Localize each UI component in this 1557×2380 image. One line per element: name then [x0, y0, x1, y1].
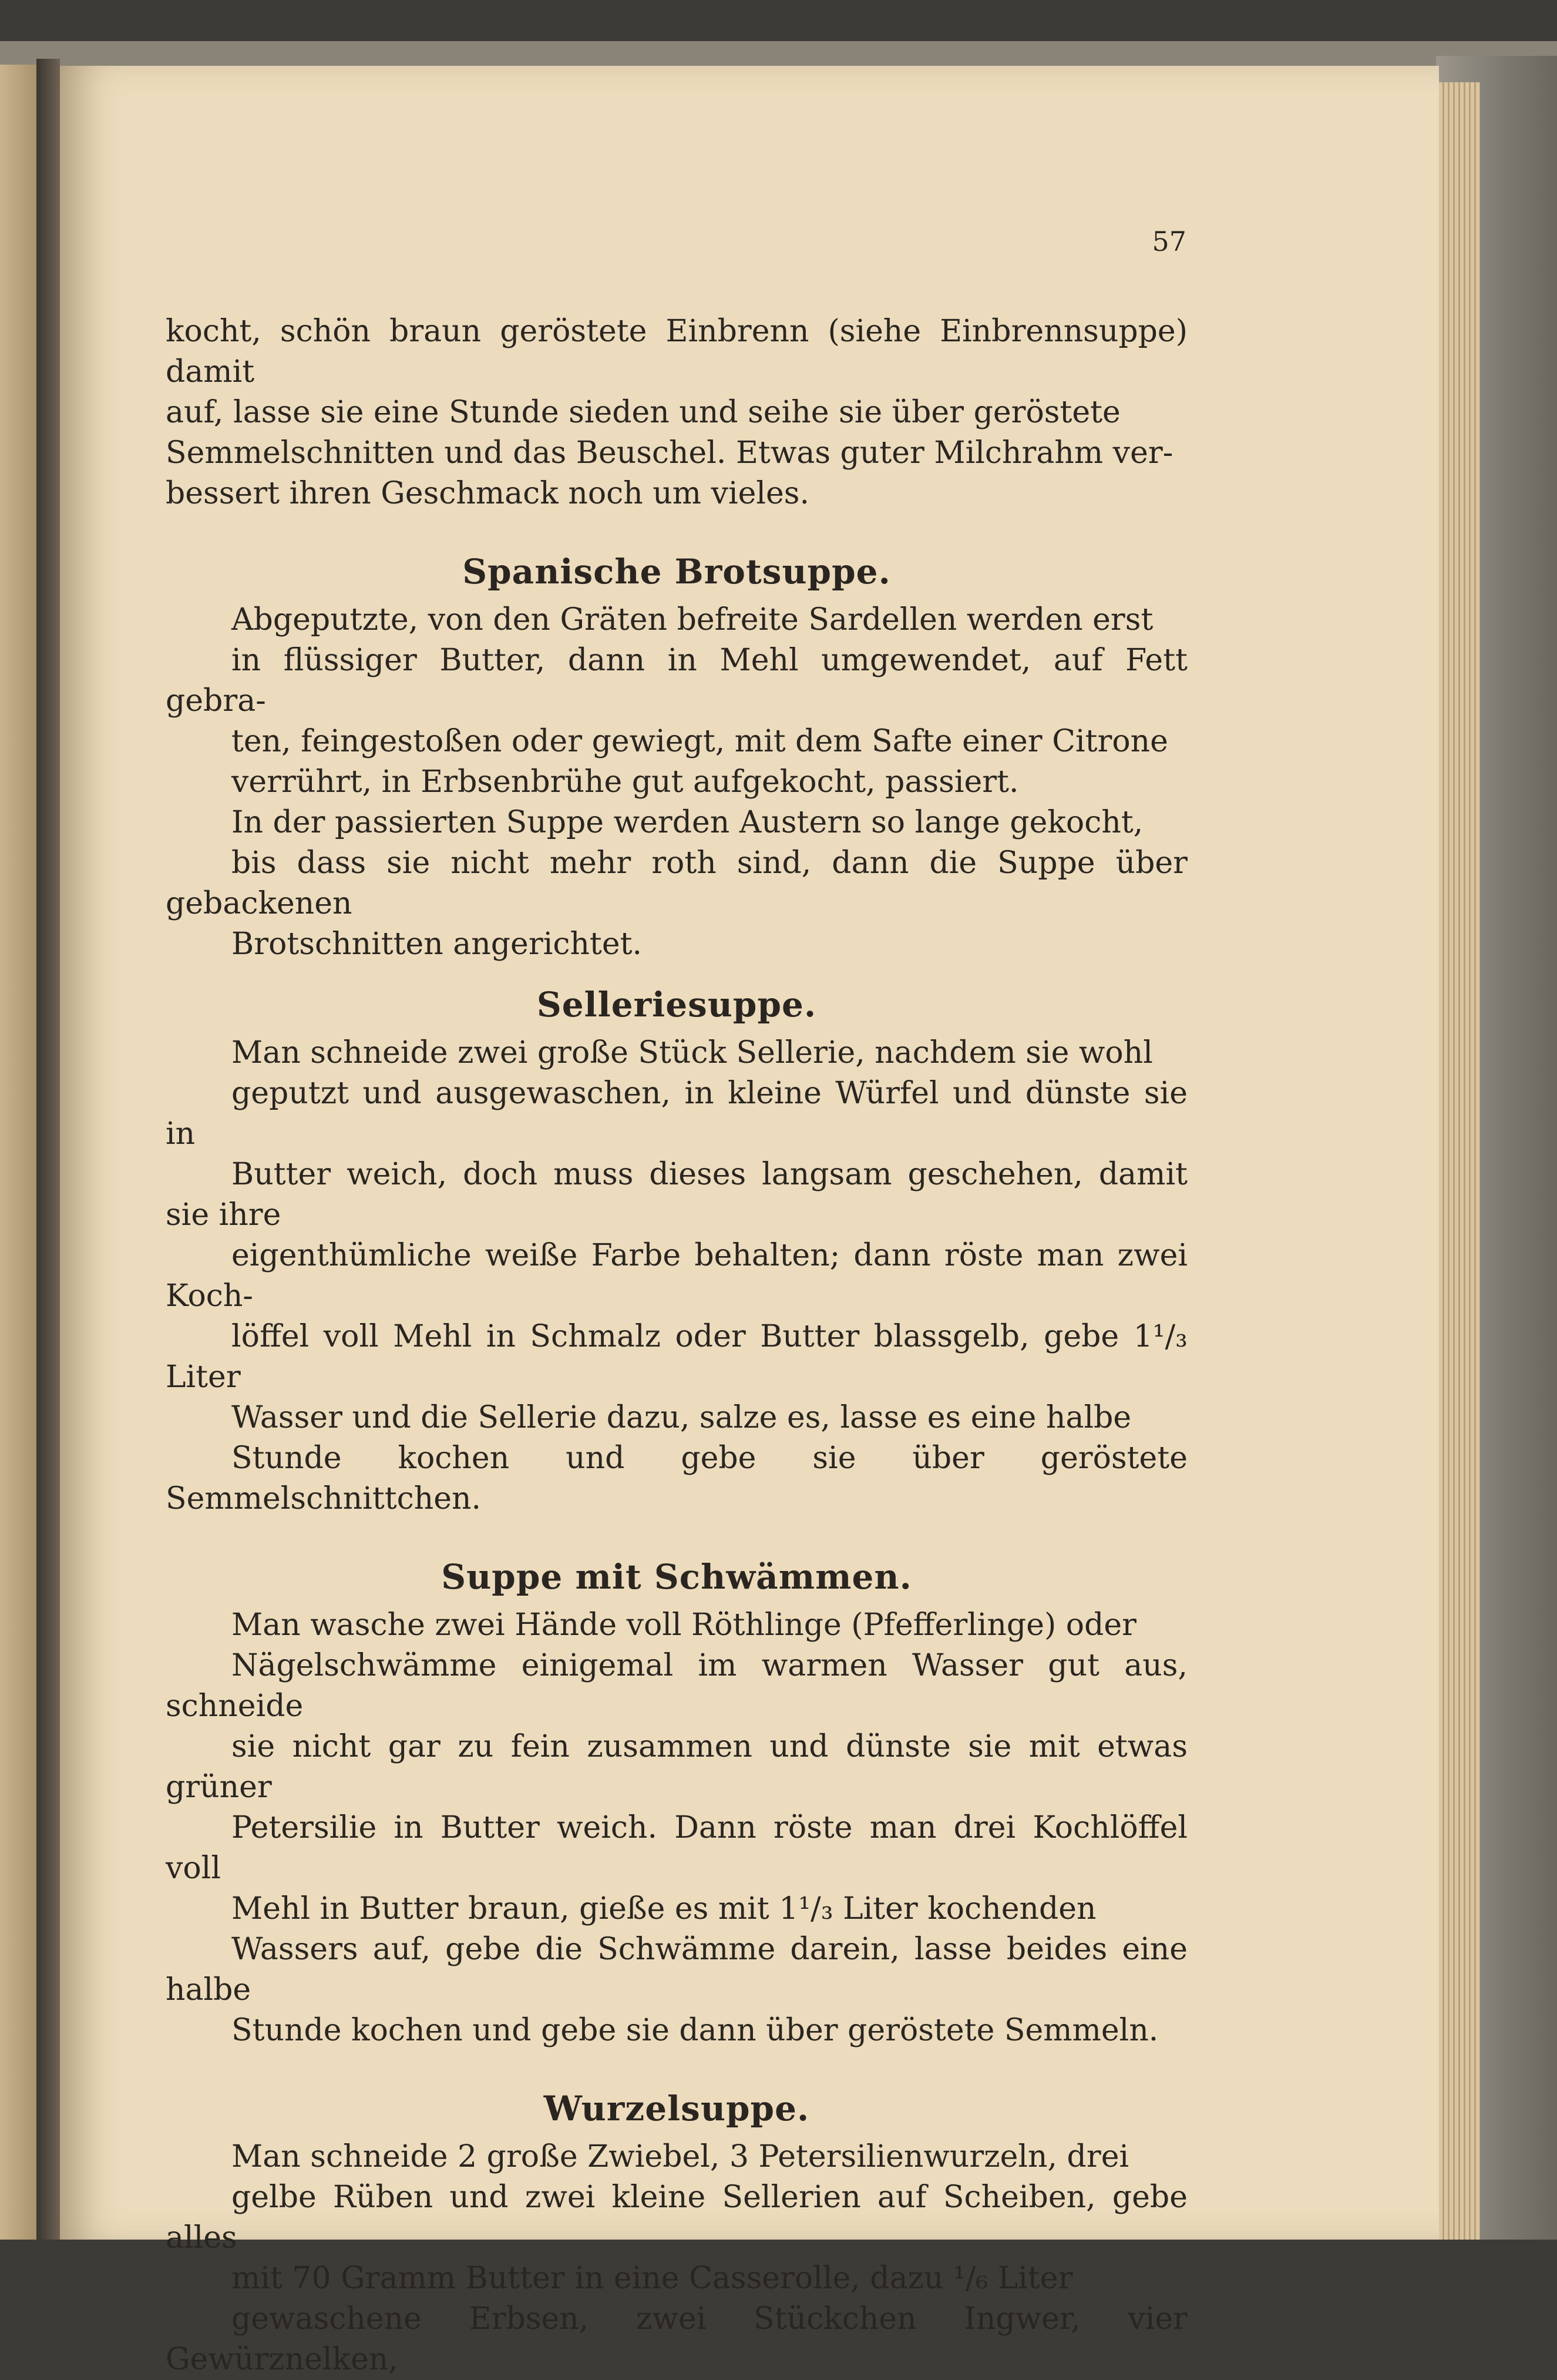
recipe-paragraph [166, 1033, 1188, 1519]
text-line: Nägelschwämme einigemal im warmen Wasser gut aus, schneide [166, 1648, 1188, 1724]
recipe-paragraph [166, 600, 1188, 803]
intro-paragraph [166, 311, 1188, 514]
text-line: Mehl in Butter braun, gieße es mit 1¹/₃ Liter kochenden [231, 1891, 1097, 1926]
text-line: gelbe Rüben und zwei kleine Sellerien auf Scheiben, gebe alles [166, 2180, 1188, 2255]
text-line: verrührt, in Erbsenbrühe gut aufgekocht, passiert. [231, 764, 1019, 800]
text-line: In der passierten Suppe werden Austern so lange gekocht, [231, 805, 1144, 840]
text-line: eigenthümliche weiße Farbe behalten; dann röste man zwei Koch- [166, 1238, 1188, 1314]
text-line: kocht, schön braun geröstete Einbrenn (siehe Einbrennsuppe) damit [166, 314, 1188, 390]
text-line: in flüssiger Butter, dann in Mehl umgewendet, auf Fett gebra- [166, 643, 1188, 719]
text-line: Brotschnitten angerichtet. [231, 927, 643, 962]
text-line: Stunde kochen und gebe sie dann über geröstete Semmeln. [231, 2013, 1159, 2048]
page-content [166, 217, 1188, 2380]
section-title-wurzelsuppe: Wurzelsuppe. [543, 2089, 810, 2129]
text-line: bessert ihren Geschmack noch um vieles. [166, 476, 810, 511]
text-line: Stunde kochen und gebe sie über geröstete Semmelschnittchen. [166, 1441, 1188, 1516]
text-line: Wassers auf, gebe die Schwämme darein, lasse beides eine halbe [166, 1932, 1188, 2008]
section-title-suppe-mit-schwaemmen: Suppe mit Schwämmen. [441, 1557, 912, 1597]
left-page-edge [0, 65, 36, 2240]
text-line: Abgeputzte, von den Gräten befreite Sardellen werden erst [231, 602, 1154, 637]
text-line: löffel voll Mehl in Schmalz oder Butter blassgelb, gebe 1¹/₃ Liter [166, 1319, 1188, 1395]
text-line: Man wasche zwei Hände voll Röthlinge (Pfefferlinge) oder [231, 1607, 1137, 1643]
text-line: geputzt und ausgewaschen, in kleine Würfel und dünste sie in [166, 1076, 1188, 1152]
text-line: Semmelschnitten und das Beuschel. Etwas guter Milchrahm ver- [166, 435, 1173, 471]
book-gutter [36, 59, 60, 2240]
text-line: ten, feingestoßen oder gewiegt, mit dem Safte einer Citrone [231, 724, 1168, 759]
text-line: auf, lasse sie eine Stunde sieden und seihe sie über geröstete [166, 395, 1121, 430]
text-line: mit 70 Gramm Butter in eine Casserolle, dazu ¹/₆ Liter [231, 2261, 1073, 2296]
text-line: Butter weich, doch muss dieses langsam geschehen, damit sie ihre [166, 1157, 1188, 1233]
page-number: 57 [1152, 226, 1186, 257]
recipe-paragraph [166, 803, 1188, 965]
text-line: gewaschene Erbsen, zwei Stückchen Ingwer, vier Gewürznelken, [166, 2301, 1188, 2377]
section-title-selleriesuppe: Selleriesuppe. [536, 985, 817, 1025]
recipe-paragraph [166, 1605, 1188, 2051]
section-title-spanische-brotsuppe: Spanische Brotsuppe. [462, 552, 891, 592]
page-stack-edges [1439, 82, 1480, 2240]
text-line: sie nicht gar zu fein zusammen und dünste sie mit etwas grüner [166, 1729, 1188, 1805]
text-line: bis dass sie nicht mehr roth sind, dann die Suppe über gebackenen [166, 845, 1188, 921]
text-line: Man schneide zwei große Stück Sellerie, nachdem sie wohl [231, 1035, 1153, 1070]
text-line: Petersilie in Butter weich. Dann röste man drei Kochlöffel voll [166, 1810, 1188, 1886]
recipe-paragraph [166, 2137, 1188, 2380]
text-line: Man schneide 2 große Zwiebel, 3 Petersilienwurzeln, drei [231, 2139, 1129, 2174]
text-line: Wasser und die Sellerie dazu, salze es, lasse es eine halbe [231, 1400, 1132, 1435]
